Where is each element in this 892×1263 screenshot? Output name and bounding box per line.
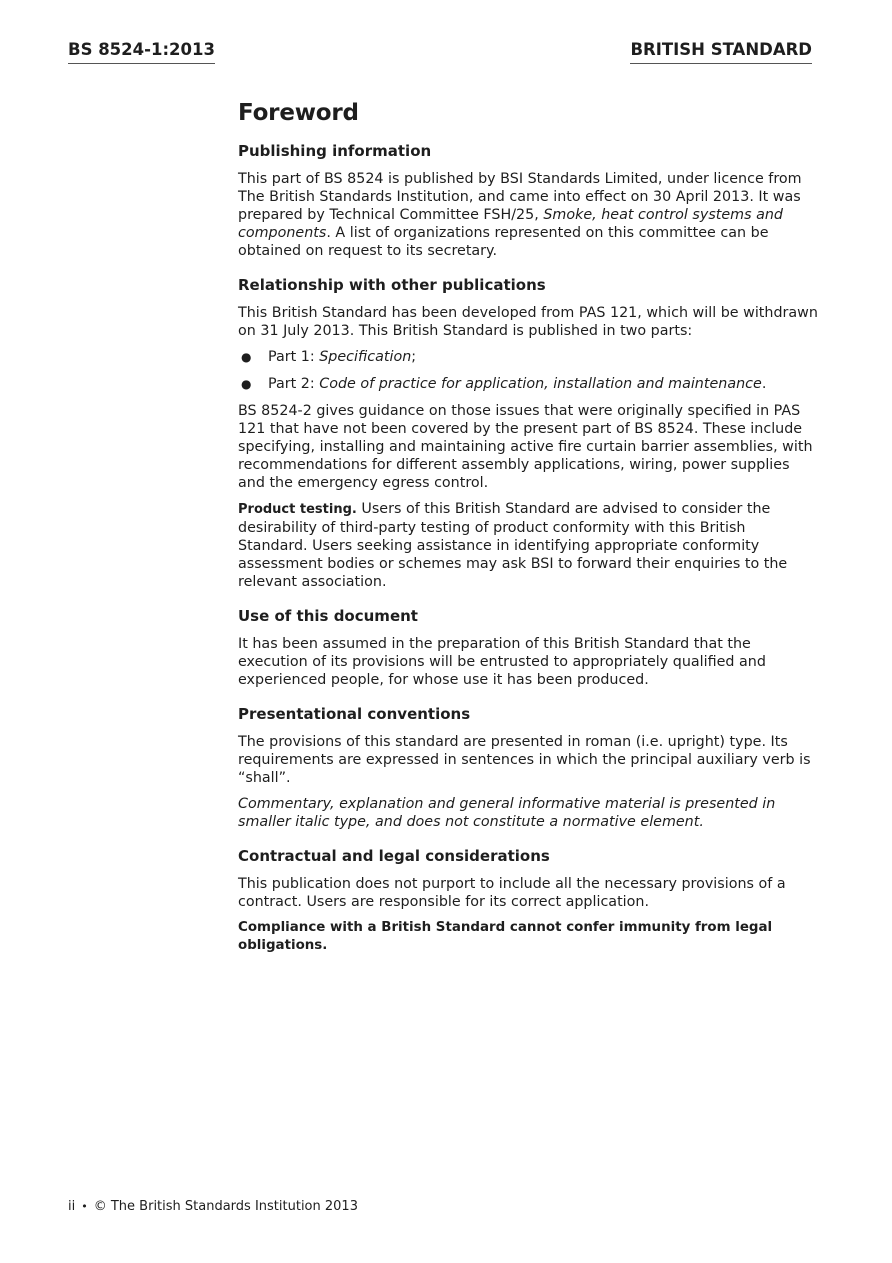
paragraph-product-testing	[238, 500, 818, 591]
list-item-suffix: ;	[411, 349, 417, 365]
list-item-title: Code of practice for application, installation and maintenance	[319, 376, 762, 392]
bullet-separator: •	[81, 1200, 88, 1213]
commentary-paragraph	[238, 795, 818, 831]
section-heading: Contractual and legal considerations	[238, 847, 550, 865]
list-item	[238, 375, 818, 393]
section-heading: Use of this document	[238, 607, 418, 625]
paragraph-text: Users of this British Standard are advised to consider the desirability of third-party testing of product conformity with this British Standard. Users seeking assistance in identifying appropriate conformity assessment bodies or schemes may ask BSI to forward their enquiries to the relevant association.	[238, 501, 788, 590]
paragraph-text: This part of BS 8524 is published by BSI Standards Limited, under licence from The British Standards Institution, and came into effect on 30 April 2013. It was prepared by Technical Committee FSH/25,	[238, 171, 802, 223]
section-relationship	[238, 276, 818, 591]
page-footer	[68, 1199, 358, 1215]
paragraph	[238, 170, 818, 260]
commentary-text: Commentary, explanation and general informative material is presented in smaller italic type, and does not constitute a normative element.	[238, 796, 776, 830]
paragraph: The provisions of this standard are presented in roman (i.e. upright) type. Its requirements are expressed in sentences in which the principal auxiliary verb is “shall”.	[238, 734, 811, 786]
section-heading: Relationship with other publications	[238, 276, 546, 294]
copyright-notice: © The British Standards Institution 2013	[93, 1199, 358, 1214]
list-item-prefix: Part 1:	[268, 349, 320, 365]
bullet-icon: ●	[241, 350, 252, 364]
paragraph: This British Standard has been developed from PAS 121, which will be withdrawn on 31 July 2013. This British Standard is published in two parts:	[238, 305, 818, 339]
bullet-icon: ●	[241, 377, 252, 391]
run-in-heading: Product testing.	[238, 502, 357, 517]
page-title: Foreword	[238, 100, 359, 126]
header-british-standard: BRITISH STANDARD	[630, 40, 812, 64]
list-item-suffix: .	[761, 376, 767, 392]
header-standard-number: BS 8524-1:2013	[68, 40, 215, 64]
foreword-content	[238, 98, 818, 971]
paragraph: BS 8524-2 gives guidance on those issues that were originally specified in PAS 121 that have not been covered by the present part of BS 8524. These include specifying, installing and maintaining active fire curtain barrier assemblies, with recommendations for different assembly applications, wiring, power supplies and the emergency egress control.	[238, 403, 813, 491]
section-publishing-information	[238, 142, 818, 260]
committee-title: Smoke, heat control systems and components	[238, 207, 784, 241]
list-item-title: Specification	[319, 349, 412, 365]
parts-list	[238, 348, 818, 393]
section-use-of-document	[238, 607, 818, 689]
paragraph: This publication does not purport to include all the necessary provisions of a contract. Users are responsible for its correct application.	[238, 876, 786, 910]
paragraph-text: . A list of organizations represented on this committee can be obtained on request to its secretary.	[238, 225, 769, 259]
page-number: ii	[68, 1199, 76, 1214]
section-heading: Presentational conventions	[238, 705, 471, 723]
section-heading: Publishing information	[238, 142, 432, 160]
list-item-prefix: Part 2:	[268, 376, 320, 392]
compliance-statement: Compliance with a British Standard cannot confer immunity from legal obligations.	[238, 920, 773, 953]
section-contractual-legal	[238, 847, 818, 955]
paragraph: It has been assumed in the preparation of this British Standard that the execution of its provisions will be entrusted to appropriately qualified and experienced people, for whose use it has been produced.	[238, 636, 766, 688]
list-item	[238, 348, 818, 366]
section-presentational-conventions	[238, 705, 818, 831]
